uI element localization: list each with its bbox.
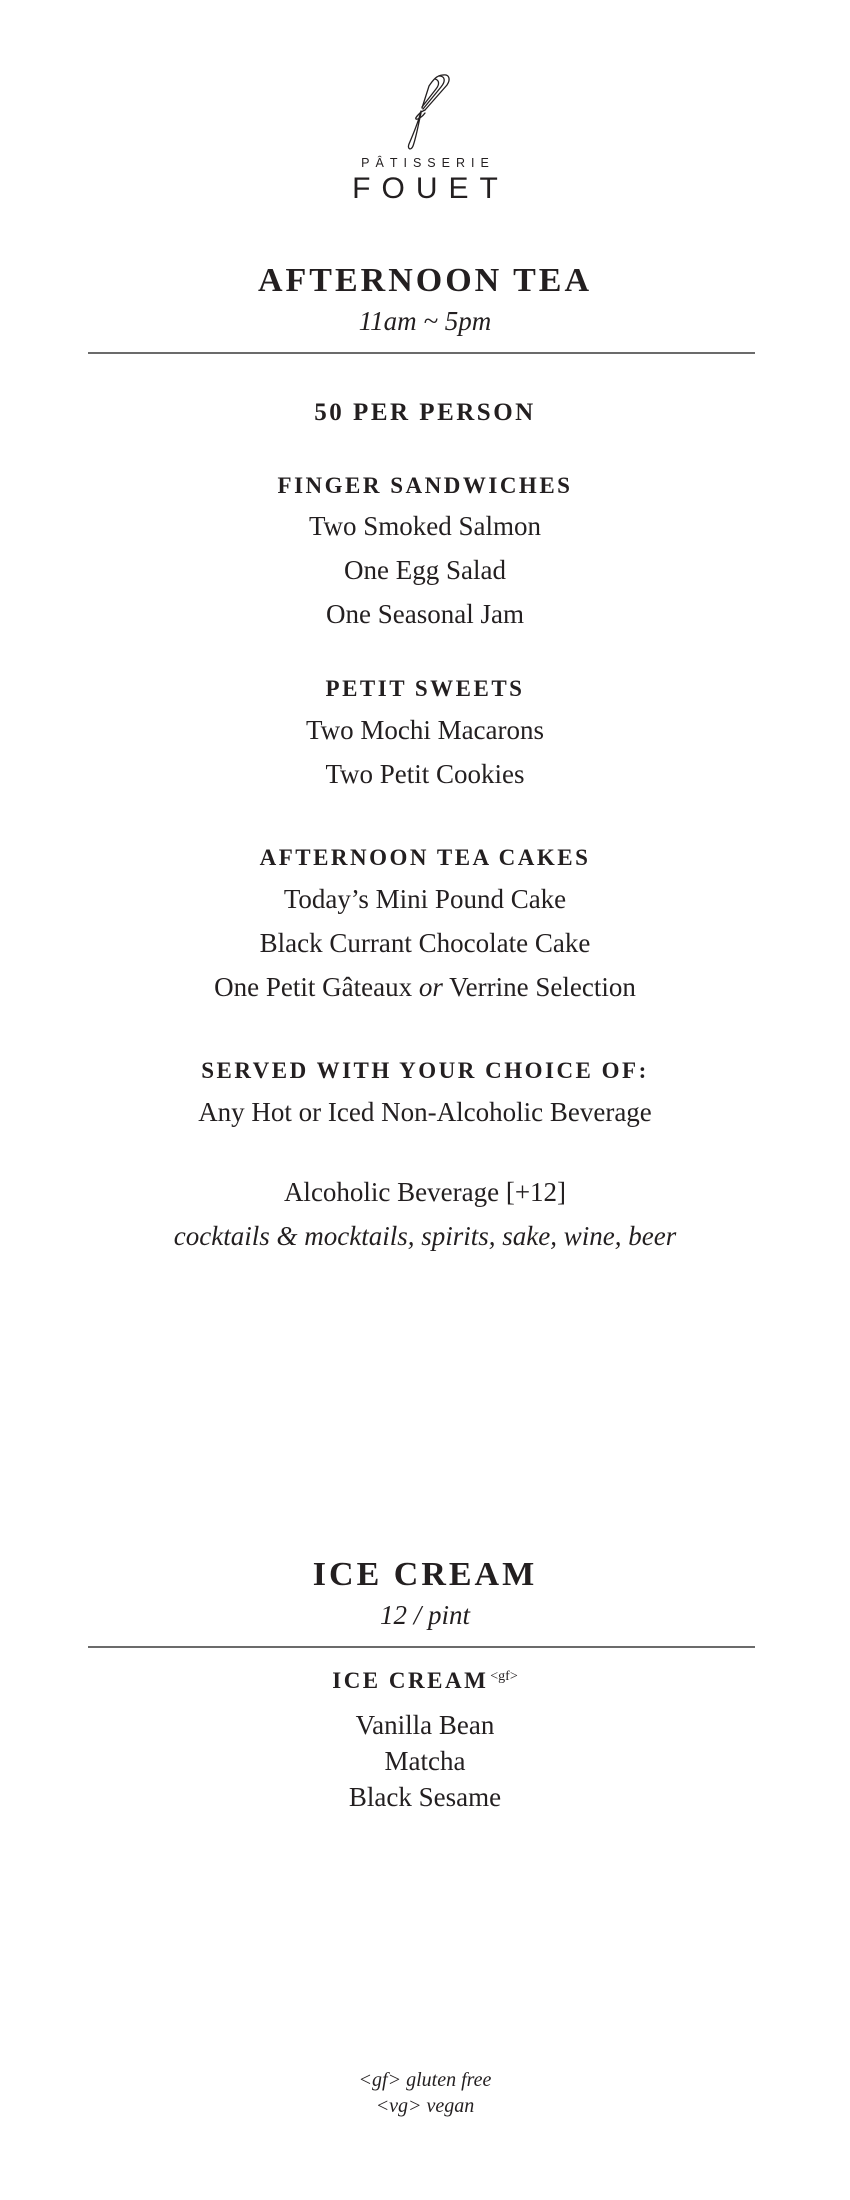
choice-option-a: One Petit Gâteaux bbox=[214, 972, 419, 1002]
section-heading-ice-cream bbox=[0, 1668, 850, 1694]
menu-item: One Seasonal Jam bbox=[326, 599, 524, 629]
menu-item: Today’s Mini Pound Cake bbox=[283, 884, 567, 914]
menu-item: Any Hot or Iced Non-Alcoholic Beverage bbox=[198, 1097, 652, 1127]
menu-item: One Egg Salad bbox=[344, 555, 506, 585]
brand-subtitle: PÂTISSERIE bbox=[361, 156, 495, 170]
alcohol-upgrade-details: cocktails & mocktails, spirits, sake, wine, beer bbox=[173, 1221, 677, 1251]
brand-name: FOUET bbox=[352, 172, 509, 205]
legend-vegan: <vg> vegan bbox=[375, 2095, 475, 2117]
menu-item: Two Smoked Salmon bbox=[308, 511, 542, 541]
menu-item: Two Mochi Macarons bbox=[305, 715, 545, 745]
choice-connector: or bbox=[418, 972, 443, 1002]
section-heading-petit-sweets: PETIT SWEETS bbox=[325, 676, 525, 701]
menu-item: Vanilla Bean bbox=[355, 1710, 495, 1740]
ice-cream-title: ICE CREAM bbox=[312, 1556, 538, 1593]
menu-item: Black Currant Chocolate Cake bbox=[259, 928, 591, 958]
legend-gluten-free: <gf> gluten free bbox=[358, 2069, 492, 2091]
menu-item: Matcha bbox=[384, 1746, 466, 1776]
afternoon-tea-title: AFTERNOON TEA bbox=[257, 262, 593, 299]
whisk-icon bbox=[375, 72, 475, 152]
menu-item: Black Sesame bbox=[348, 1782, 502, 1812]
section-heading-tea-cakes: AFTERNOON TEA CAKES bbox=[259, 845, 591, 870]
menu-item: Two Petit Cookies bbox=[325, 759, 525, 789]
ice-cream-price: 12 / pint bbox=[379, 1600, 470, 1630]
section-divider bbox=[88, 1646, 755, 1648]
alcohol-upgrade: Alcoholic Beverage [+12] bbox=[283, 1177, 567, 1207]
gluten-free-tag: <gf> bbox=[490, 1669, 518, 1684]
menu-item-choice bbox=[0, 972, 850, 1003]
afternoon-tea-hours: 11am ~ 5pm bbox=[358, 306, 492, 336]
section-heading-served-with: SERVED WITH YOUR CHOICE OF: bbox=[201, 1058, 649, 1083]
afternoon-tea-price: 50 PER PERSON bbox=[314, 399, 536, 426]
ice-cream-heading-label: ICE CREAM bbox=[332, 1668, 489, 1693]
section-heading-finger-sandwiches: FINGER SANDWICHES bbox=[277, 473, 573, 498]
choice-option-b: Verrine Selection bbox=[442, 972, 636, 1002]
section-divider bbox=[88, 352, 755, 354]
